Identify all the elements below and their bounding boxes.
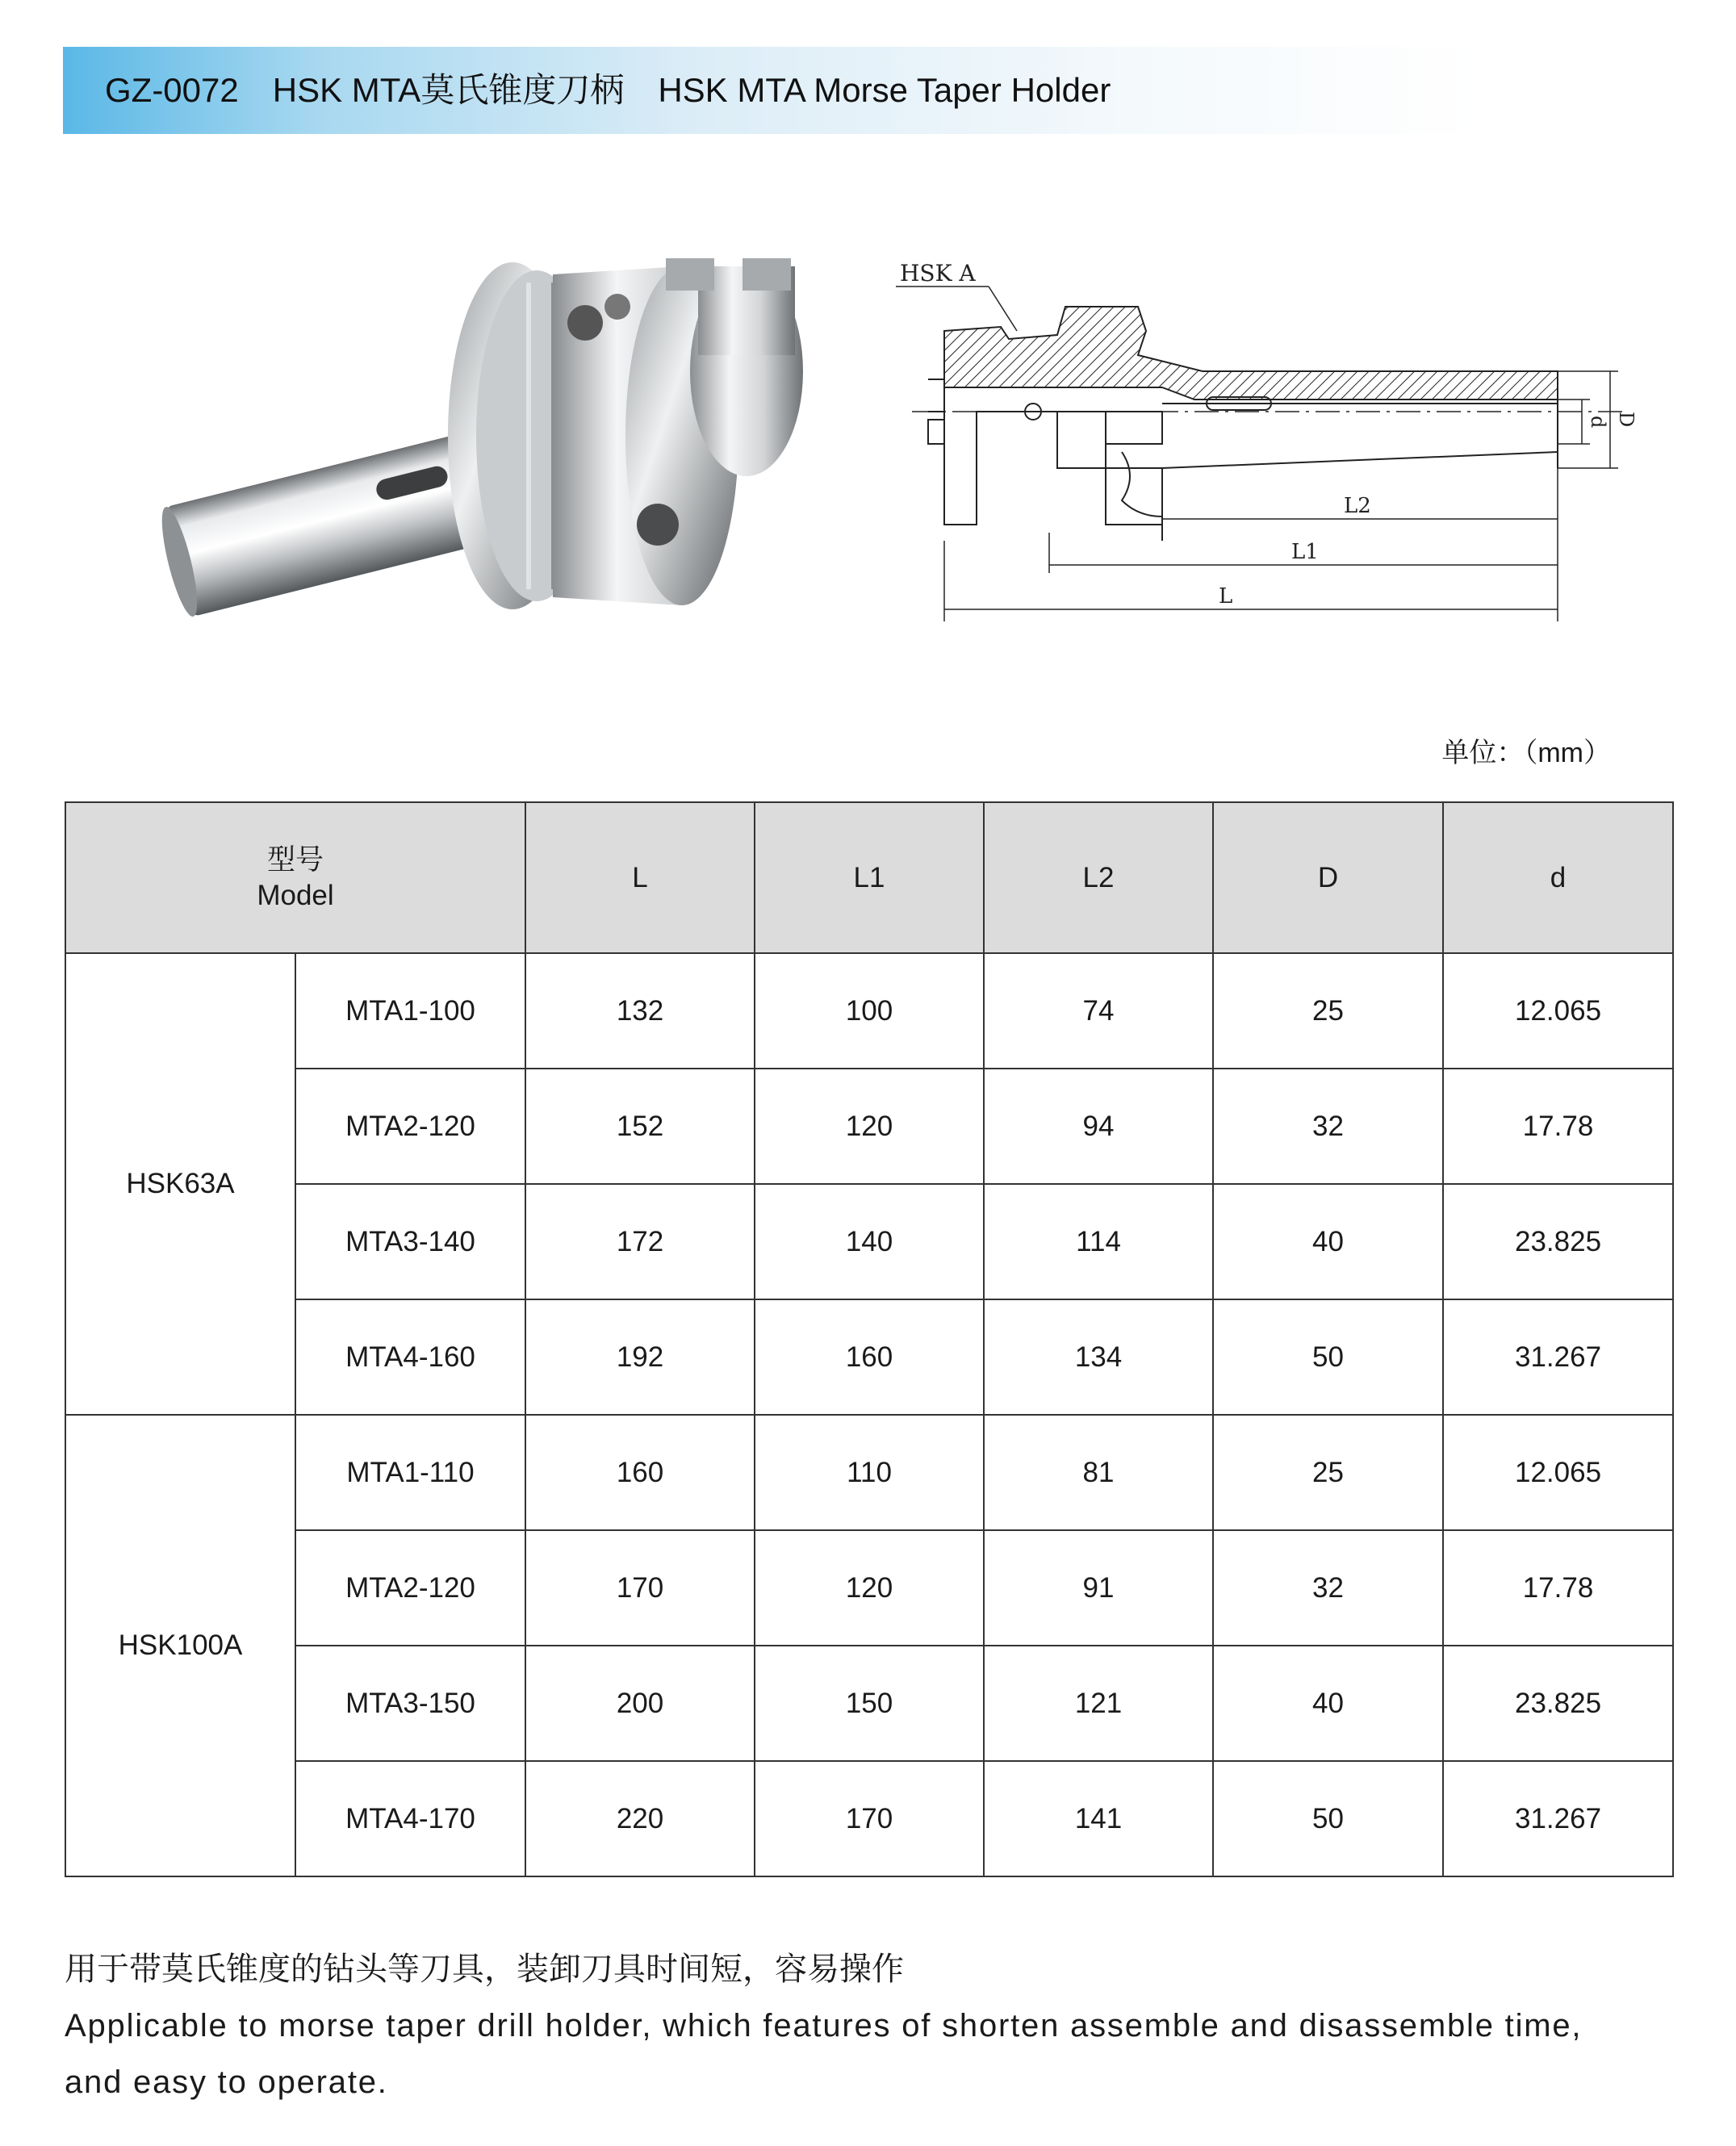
cell-d: 17.78	[1443, 1069, 1673, 1184]
group-name: HSK100A	[65, 1415, 295, 1876]
group-name: HSK63A	[65, 953, 295, 1415]
model-header-en: Model	[257, 879, 334, 911]
cell-d: 31.267	[1443, 1299, 1673, 1415]
unit-label: 单位：（mm）	[1441, 738, 1611, 768]
dim-d-label: d	[1587, 416, 1609, 429]
product-code: GZ-0072	[105, 71, 239, 109]
cell-L: 172	[525, 1184, 755, 1299]
cell-d: 12.065	[1443, 953, 1673, 1069]
cell-L1: 140	[755, 1184, 984, 1299]
cell-L: 152	[525, 1069, 755, 1184]
cell-L2: 91	[984, 1530, 1213, 1646]
model-cell: MTA3-150	[295, 1646, 525, 1761]
page-title	[105, 47, 1144, 134]
dim-L-label: L	[1219, 584, 1233, 609]
cell-d: 17.78	[1443, 1530, 1673, 1646]
cell-L2: 94	[984, 1069, 1213, 1184]
product-photo	[133, 234, 860, 654]
description-en: Applicable to morse taper drill holder, which features of shorten assemble and disassemble time, and easy to operate.	[65, 2008, 1583, 2100]
cell-L1: 120	[755, 1069, 984, 1184]
cell-d: 23.825	[1443, 1184, 1673, 1299]
dim-L2-label: L2	[1344, 494, 1371, 518]
cell-d: 31.267	[1443, 1761, 1673, 1876]
cell-L2: 121	[984, 1646, 1213, 1761]
table-row	[65, 1415, 1673, 1530]
cell-d: 23.825	[1443, 1646, 1673, 1761]
model-cell: MTA3-140	[295, 1184, 525, 1299]
model-cell: MTA1-110	[295, 1415, 525, 1530]
cell-L1: 110	[755, 1415, 984, 1530]
column-header-d: d	[1443, 802, 1673, 953]
column-header-L: L	[525, 802, 755, 953]
cell-D: 25	[1213, 953, 1443, 1069]
dim-D-label: D	[1615, 412, 1638, 428]
cell-L1: 150	[755, 1646, 984, 1761]
column-header-L2: L2	[984, 802, 1213, 953]
hsk-label: HSK A	[900, 260, 976, 287]
cell-D: 50	[1213, 1761, 1443, 1876]
cell-D: 50	[1213, 1299, 1443, 1415]
table-row	[65, 1530, 1673, 1646]
spec-table	[65, 801, 1674, 1877]
cell-L1: 160	[755, 1299, 984, 1415]
cell-L2: 114	[984, 1184, 1213, 1299]
title-banner	[63, 47, 1483, 134]
cell-L: 132	[525, 953, 755, 1069]
cell-D: 32	[1213, 1069, 1443, 1184]
product-title-cn: HSK MTA莫氏锥度刀柄	[272, 71, 625, 109]
description	[65, 1941, 1598, 2110]
table-row	[65, 1299, 1673, 1415]
cell-D: 40	[1213, 1646, 1443, 1761]
model-cell: MTA4-160	[295, 1299, 525, 1415]
model-cell: MTA4-170	[295, 1761, 525, 1876]
model-header-cn: 型号	[267, 843, 324, 876]
cell-D: 25	[1213, 1415, 1443, 1530]
table-header-row	[65, 802, 1673, 953]
cell-d: 12.065	[1443, 1415, 1673, 1530]
model-cell: MTA2-120	[295, 1069, 525, 1184]
table-row	[65, 1761, 1673, 1876]
cell-L2: 74	[984, 953, 1213, 1069]
cell-L: 160	[525, 1415, 755, 1530]
cell-L2: 141	[984, 1761, 1213, 1876]
cell-L1: 120	[755, 1530, 984, 1646]
product-title-en: HSK MTA Morse Taper Holder	[658, 71, 1111, 109]
table-row	[65, 1646, 1673, 1761]
cell-L: 220	[525, 1761, 755, 1876]
cell-D: 32	[1213, 1530, 1443, 1646]
cell-L: 192	[525, 1299, 755, 1415]
table-row	[65, 1069, 1673, 1184]
model-cell: MTA2-120	[295, 1530, 525, 1646]
technical-drawing	[896, 250, 1638, 638]
dim-L1-label: L1	[1291, 540, 1319, 564]
table-row	[65, 953, 1673, 1069]
description-cn: 用于带莫氏锥度的钻头等刀具，装卸刀具时间短，容易操作	[65, 1951, 904, 1987]
cell-L1: 100	[755, 953, 984, 1069]
cell-L1: 170	[755, 1761, 984, 1876]
cell-L: 170	[525, 1530, 755, 1646]
cell-L: 200	[525, 1646, 755, 1761]
model-cell: MTA1-100	[295, 953, 525, 1069]
cell-L2: 81	[984, 1415, 1213, 1530]
cell-D: 40	[1213, 1184, 1443, 1299]
column-header-L1: L1	[755, 802, 984, 953]
cell-L2: 134	[984, 1299, 1213, 1415]
table-row	[65, 1184, 1673, 1299]
column-header-D: D	[1213, 802, 1443, 953]
model-header	[65, 802, 525, 953]
